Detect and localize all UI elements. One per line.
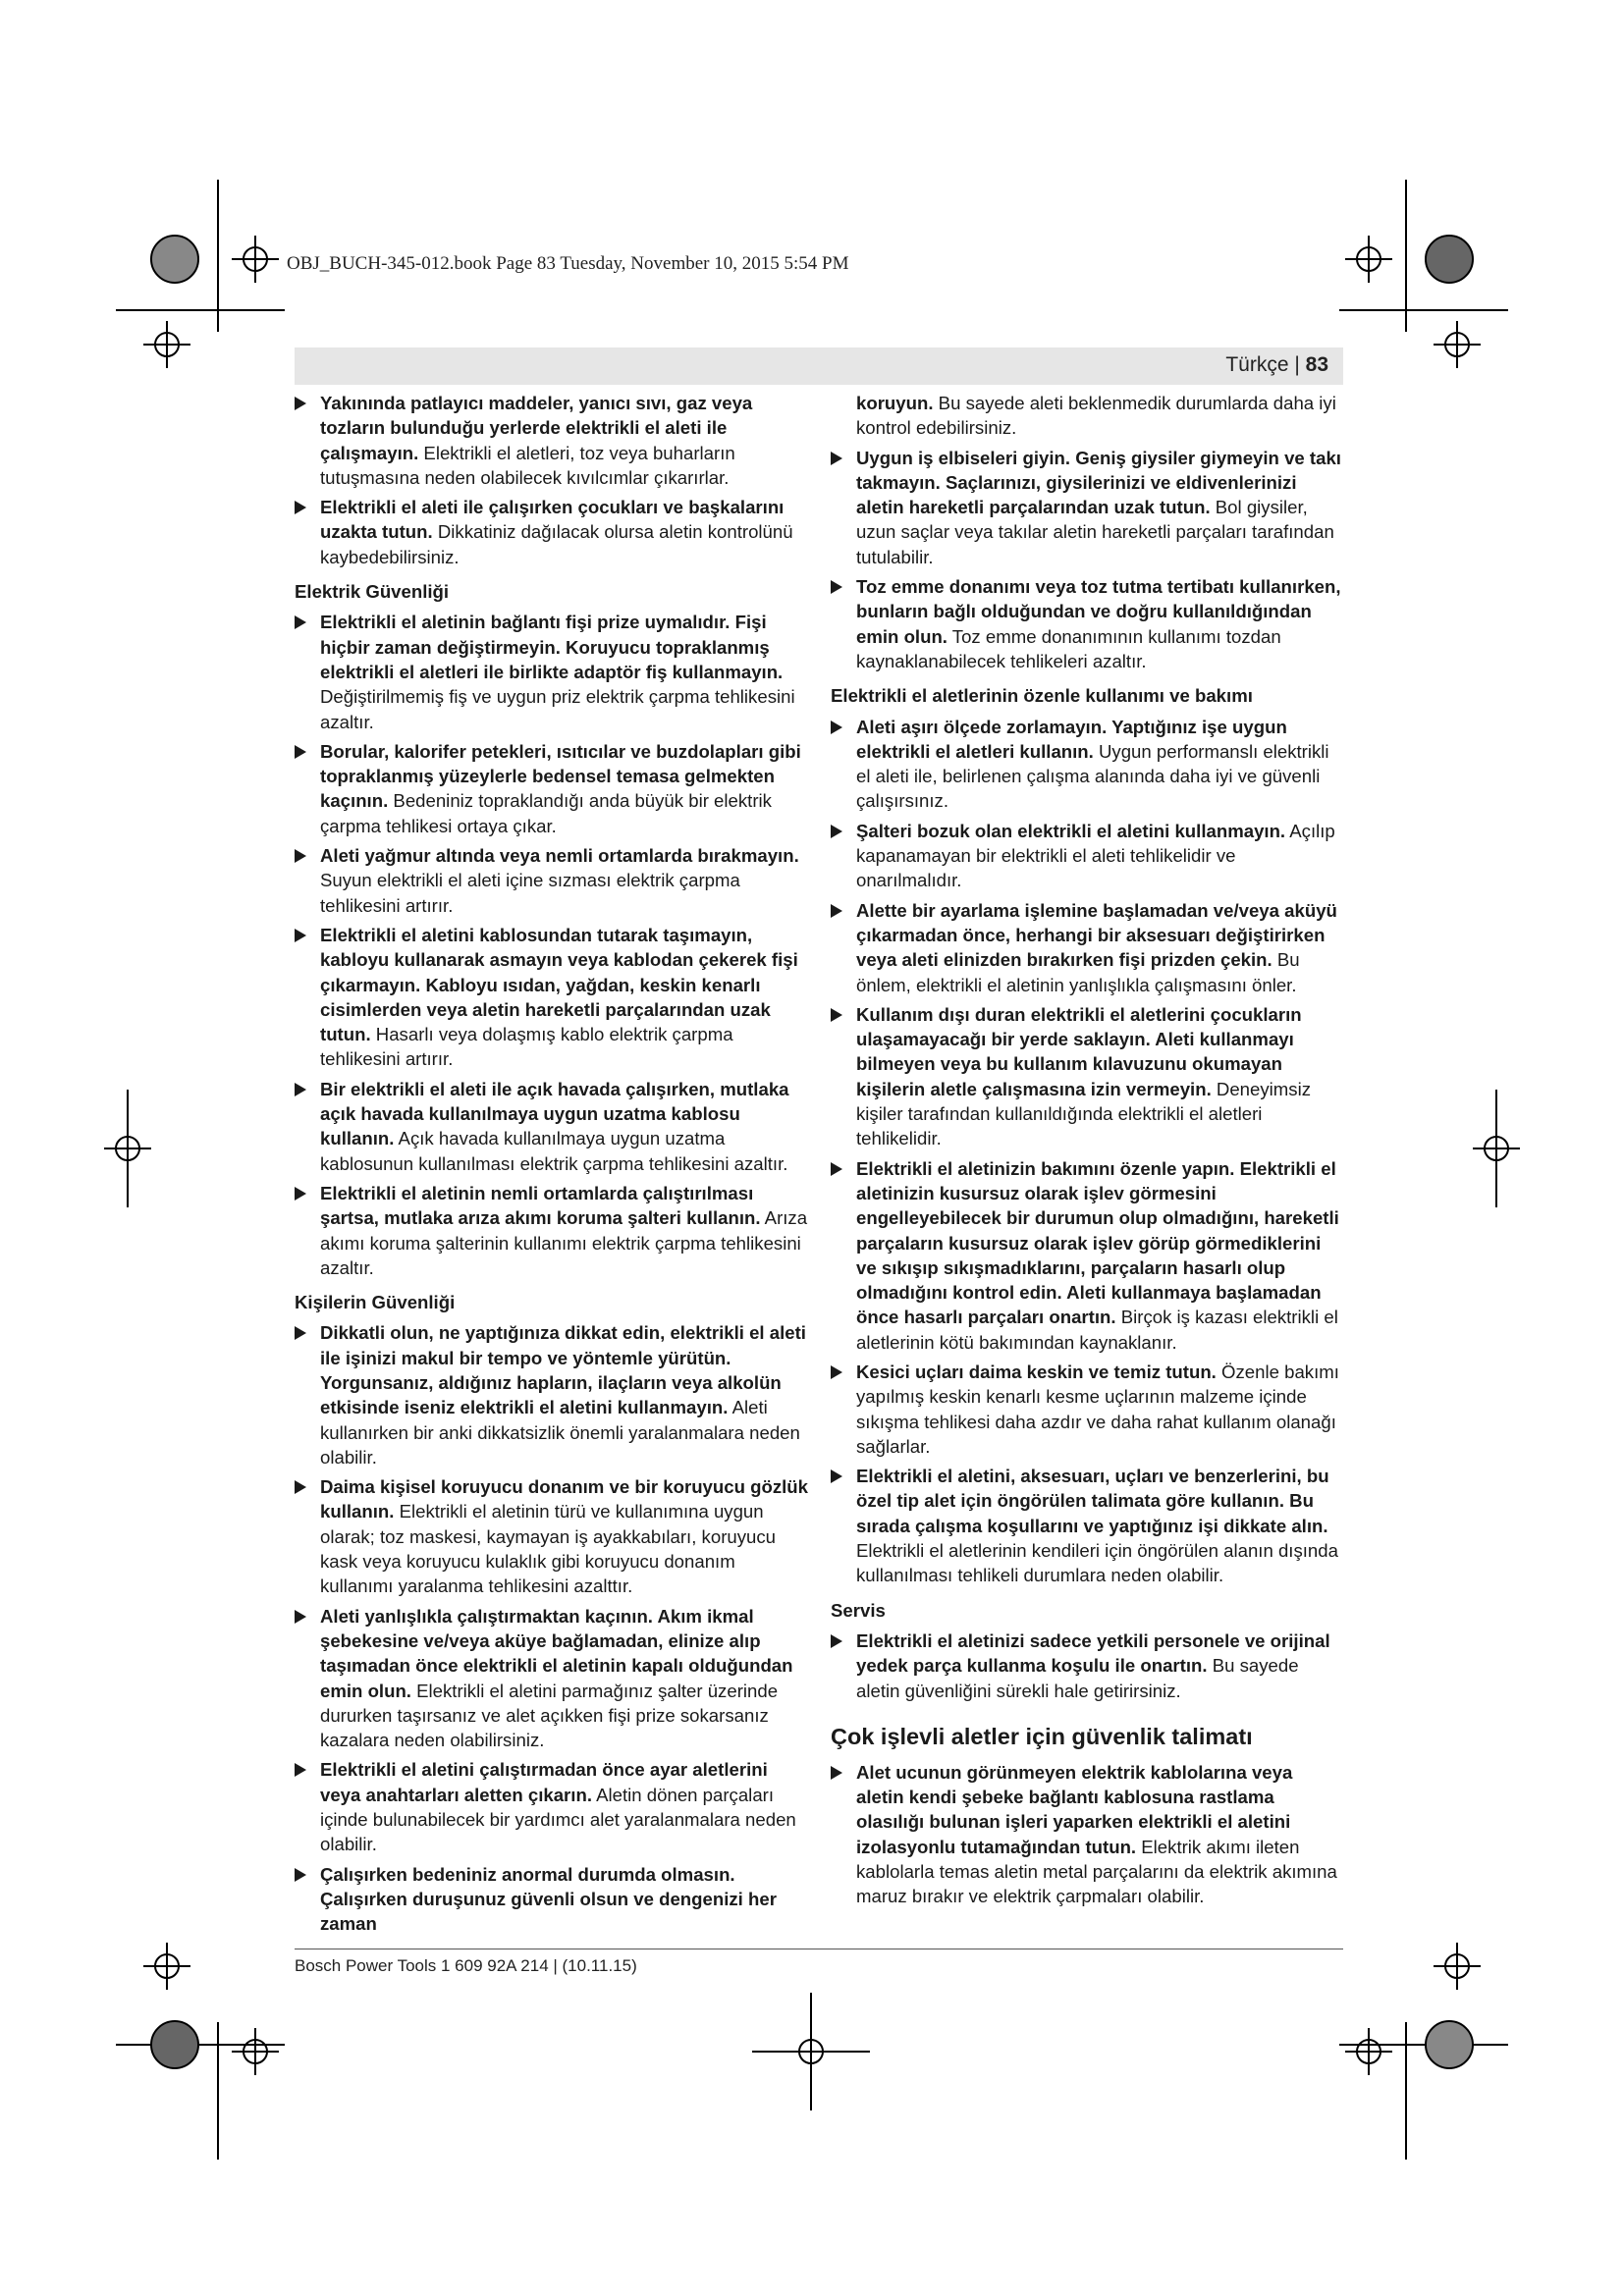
instruction-bold: Elektrikli el aletini kablosundan tutarak taşımayın, kabloyu kullanarak asmayın veya kablodan çekerek fişi çıkarmayın. Kabloyu ısıdan, yağdan, keskin kenarlı cisimlerden veya aletin hareketli parçalarından uzak tutun. (320, 924, 798, 1045)
safety-instruction (295, 739, 809, 838)
instruction-bold: Alette bir ayarlama işlemine başlamadan ve/veya aküyü çıkarmadan önce, herhangi bir aksesuarı değiştirirken veya aleti elinizden bırakırken fişi prizden çekin. (856, 899, 1337, 971)
safety-instruction (295, 843, 809, 918)
instruction-bold: Aleti yanlışlıkla çalıştırmaktan kaçının. Akım ikmal şebekesine ve/veya aküye bağlamadan, elinize alıp taşımadan önce elektrikli el aletinin kapalı olduğundan emin olun. (320, 1605, 793, 1701)
bullet-triangle-icon (295, 397, 306, 410)
page-header (295, 347, 1343, 385)
instruction-bold: Çalışırken bedeniniz anormal durumda olmasın. Çalışırken duruşunuz güvenli olsun ve dengenizi her zaman (320, 1863, 777, 1935)
bullet-triangle-icon (295, 929, 306, 942)
bullet-triangle-icon (295, 1610, 306, 1624)
instruction-bold: Aleti aşırı ölçede zorlamayın. Yaptığınız işe uygun elektrikli el aletleri kullanın. (856, 716, 1287, 762)
instruction-detail: Elektrik akımı ileten kablolarla temas aletin metal parçalarını da elektrik akımına maruz bırakır ve elektrik çarpmaları olabilir. (856, 1836, 1337, 1907)
safety-instruction (831, 1464, 1345, 1587)
header-separator: | (1288, 353, 1306, 376)
instruction-bold: Borular, kalorifer petekleri, ısıtıcılar ve buzdolapları gibi topraklanmış yüzeylerle bedensel temasa gelmekten kaçının. (320, 740, 801, 812)
instruction-bold: Kesici uçları daima keskin ve temiz tutun. (856, 1361, 1217, 1382)
instruction-detail: Bol giysiler, uzun saçlar veya takılar aletin hareketli parçaları tarafından tutulabilir. (856, 497, 1334, 567)
instruction-bold: Elektrikli el aletinin nemli ortamlarda çalıştırılması şartsa, mutlaka arıza akımı koruma şalteri kullanın. (320, 1182, 761, 1229)
section-heading: Elektrikli el aletlerinin özenle kullanımı ve bakımı (831, 685, 1253, 707)
bullet-triangle-icon (295, 501, 306, 514)
instruction-bold: koruyun. (856, 393, 934, 413)
safety-instruction (831, 1629, 1345, 1703)
bullet-triangle-icon (831, 580, 842, 594)
bullet-triangle-icon (295, 745, 306, 759)
continued-text (831, 391, 1345, 441)
bullet-triangle-icon (831, 1008, 842, 1022)
instruction-detail: Açılıp kapanamayan bir elektrikli el aleti tehlikelidir ve onarılmalıdır. (856, 820, 1335, 891)
instruction-bold: Elektrikli el aletinizin bakımını özenle yapın. Elektrikli el aletinizin kusursuz olarak işlev görmesini engelleyebilecek bir durumun olup olmadığını, hareketli parçaların kusursuz olarak işlev görüp görmediklerini ve sıkışıp sıkışmadıklarını, parçaların hasarlı olup olmadığını kontrol edin. Aleti kullanmaya başlamadan önce hasarlı parçaları onartın. (856, 1157, 1339, 1328)
instruction-detail: Aleti kullanırken bir anki dikkatsizlik önemli yaralanmalara neden olabilir. (320, 1397, 800, 1468)
instruction-detail: Bu önlem, elektrikli el aletinin yanlışlıkla çalışmasını önler. (856, 949, 1300, 995)
instruction-detail: Bedeniniz topraklandığı anda büyük bir elektrik çarpma tehlikesi ortaya çıkar. (320, 790, 772, 836)
instruction-bold: Toz emme donanımı veya toz tutma tertibatı kullanırken, bunların bağlı olduğundan ve doğru kullanıldığından emin olun. (856, 576, 1341, 647)
bullet-triangle-icon (831, 1634, 842, 1648)
print-slug: OBJ_BUCH-345-012.book Page 83 Tuesday, November 10, 2015 5:54 PM (287, 253, 849, 274)
safety-instruction (295, 1181, 809, 1280)
instruction-detail: Özenle bakımı yapılmış keskin kenarlı kesme uçlarının malzeme içinde sıkışma tehlikesi daha azdır ve daha rahat kullanım olanağı sağlarlar. (856, 1361, 1339, 1457)
safety-instruction (831, 1760, 1345, 1909)
bullet-triangle-icon (831, 1162, 842, 1176)
instruction-detail: Bu sayede aleti beklenmedik durumlarda daha iyi kontrol edebilirsiniz. (856, 393, 1336, 439)
section-heading: Elektrik Güvenliği (295, 581, 450, 603)
bullet-triangle-icon (295, 1763, 306, 1777)
safety-instruction (295, 1320, 809, 1469)
instruction-detail: Birçok iş kazası elektrikli el aletlerinin kötü bakımından kaynaklanır. (856, 1307, 1338, 1353)
bullet-triangle-icon (295, 1480, 306, 1494)
safety-instruction (831, 574, 1345, 673)
instruction-bold: Elektrikli el aletinin bağlantı fişi prize uymalıdır. Fişi hiçbir zaman değiştirmeyin. Koruyucu topraklanmış elektrikli el aletleri ile birlikte adaptör fiş kullanmayın. (320, 612, 784, 682)
left-text-column (295, 391, 809, 1942)
safety-instruction (831, 898, 1345, 997)
bullet-triangle-icon (295, 1868, 306, 1882)
instruction-detail: Elektrikli el aletlerinin kendileri için öngörülen alanın dışında kullanılması tehlikeli durumlara neden olabilir. (856, 1540, 1338, 1586)
safety-instruction (295, 1604, 809, 1753)
instruction-bold: Uygun iş elbiseleri giyin. Geniş giysiler giymeyin ve takı takmayın. Saçlarınızı, giysilerinizi ve eldivenlerinizi aletin hareketli parçalarından uzak tutun. (856, 447, 1341, 518)
instruction-detail: Hasarlı veya dolaşmış kablo elektrik çarpma tehlikesini artırır. (320, 1024, 733, 1070)
safety-instruction (295, 610, 809, 733)
safety-instruction (295, 923, 809, 1072)
instruction-detail: Dikkatiniz dağılacak olursa aletin kontrolünü kaybedebilirsiniz. (320, 521, 793, 567)
instruction-bold: Elektrikli el aletini, aksesuarı, uçları ve benzerlerini, bu özel tip alet için öngörülen talimata göre kullanın. Bu sırada çalışma koşullarını ve yaptığınız işi dikkate alın. (856, 1466, 1329, 1536)
safety-instruction (831, 1002, 1345, 1151)
instruction-bold: Dikkatli olun, ne yaptığınıza dikkat edin, elektrikli el aleti ile işinizi makul bir tempo ve yöntemle yürütün. Yorgunsanız, aldığınız hapların, ilaçların veya alkolün etkisinde iseniz elektrikli el aletini kullanmayın. (320, 1322, 806, 1418)
bullet-triangle-icon (831, 904, 842, 918)
page-number: 83 (1305, 353, 1328, 376)
instruction-detail: Deneyimsiz kişiler tarafından kullanıldığında elektrikli el aletleri tehlikelidir. (856, 1078, 1311, 1149)
header-language: Türkçe (1225, 353, 1289, 376)
section-heading: Servis (831, 1599, 886, 1621)
bullet-triangle-icon (295, 1326, 306, 1340)
instruction-detail: Elektrikli el aletini parmağınız şalter üzerinde dururken taşırsanız ve alet açıkken fişi prize sokarsanız kazalara neden olabilirsiniz. (320, 1680, 779, 1751)
instruction-bold: Şalteri bozuk olan elektrikli el aletini kullanmayın. (856, 820, 1286, 841)
instruction-detail: Aletin dönen parçaları içinde bulunabilecek bir yardımcı alet yaralanmalara neden olabilir. (320, 1784, 796, 1855)
bullet-triangle-icon (831, 825, 842, 838)
bullet-triangle-icon (831, 452, 842, 465)
instruction-bold: Yakınında patlayıcı maddeler, yanıcı sıvı, gaz veya tozların bulunduğu yerlerde elektrikli el aleti ile çalışmayın. (320, 393, 753, 463)
bullet-triangle-icon (831, 1469, 842, 1483)
instruction-detail: Arıza akımı koruma şalterinin kullanımı elektrik çarpma tehlikesini azaltır. (320, 1207, 808, 1278)
instruction-detail: Toz emme donanımının kullanımı tozdan kaynaklanabilecek tehlikeleri azaltır. (856, 625, 1281, 671)
instruction-detail: Elektrikli el aletinin türü ve kullanımına uygun olarak; toz maskesi, kaymayan iş ayakkabıları, koruyucu kask veya koruyucu kulaklık gibi koruyucu donanım kullanımı yaralanma tehlikesini azalttır. (320, 1501, 776, 1597)
right-text-column (831, 391, 1345, 1914)
instruction-bold: Alet ucunun görünmeyen elektrik kablolarına veya aletin kendi şebeke bağlantı kablosuna rastlama olasılığı bulunan işleri yaparken elektrikli el aletini izolasyonlu tutamağından tutun. (856, 1761, 1293, 1857)
safety-instruction (831, 819, 1345, 893)
safety-instruction (831, 715, 1345, 814)
instruction-detail: Açık havada kullanılmaya uygun uzatma kablosunun kullanılması elektrik çarpma tehlikesini azaltır. (320, 1128, 788, 1174)
safety-instruction (831, 1156, 1345, 1355)
header-language-page (1225, 353, 1328, 377)
instruction-detail: Bu sayede aletin güvenliğini sürekli hale getirirsiniz. (856, 1655, 1299, 1701)
bullet-triangle-icon (295, 849, 306, 863)
instruction-bold: Elektrikli el aletinizi sadece yetkili personele ve orijinal yedek parça kullanma koşulu ile onartın. (856, 1629, 1330, 1677)
bullet-triangle-icon (831, 721, 842, 734)
safety-instruction (831, 446, 1345, 569)
instruction-bold: Aleti yağmur altında veya nemli ortamlarda bırakmayın. (320, 845, 799, 867)
bullet-triangle-icon (295, 615, 306, 629)
instruction-detail: Elektrikli el aletleri, toz veya buharların tutuşmasına neden olabilecek kıvılcımlar çıkarırlar. (320, 442, 735, 488)
instruction-detail: Değiştirilmemiş fiş ve uygun priz elektrik çarpma tehlikesini azaltır. (320, 686, 795, 732)
bullet-triangle-icon (295, 1083, 306, 1096)
instruction-bold: Bir elektrikli el aleti ile açık havada çalışırken, mutlaka açık havada kullanılmaya uygun uzatma kablosu kullanın. (320, 1078, 789, 1149)
bullet-triangle-icon (831, 1766, 842, 1780)
safety-instruction (295, 1757, 809, 1856)
instruction-detail: Suyun elektrikli el aleti içine sızması elektrik çarpma tehlikesini artırır. (320, 870, 740, 916)
instruction-bold: Elektrikli el aletini çalıştırmadan önce ayar aletlerini veya anahtarları aletten çıkarın. (320, 1759, 768, 1805)
instruction-detail: Uygun performanslı elektrikli el aleti ile, belirlenen çalışma alanında daha iyi ve güvenli çalışırsınız. (856, 740, 1329, 812)
bullet-triangle-icon (295, 1187, 306, 1201)
safety-instruction (295, 495, 809, 569)
safety-instruction (295, 1474, 809, 1598)
instruction-bold: Elektrikli el aleti ile çalışırken çocukları ve başkalarını uzakta tutun. (320, 497, 785, 543)
safety-instruction (295, 1862, 809, 1937)
bullet-triangle-icon (831, 1365, 842, 1379)
safety-instruction (831, 1360, 1345, 1459)
page-footer: Bosch Power Tools 1 609 92A 214 | (10.11.15) (295, 1956, 637, 1975)
safety-instruction (295, 1077, 809, 1176)
section-heading-large: Çok işlevli aletler için güvenlik talimatı (831, 1723, 1253, 1749)
safety-instruction (295, 391, 809, 490)
instruction-bold: Kullanım dışı duran elektrikli el aletlerini çocukların ulaşamayacağı bir yerde saklayın. Aleti kullanmayı bilmeyen veya bu kullanım kılavuzunu okumayan kişilerin aletle çalışmasına izin vermeyin. (856, 1003, 1302, 1099)
instruction-bold: Daima kişisel koruyucu donanım ve bir koruyucu gözlük kullanın. (320, 1476, 809, 1522)
section-heading: Kişilerin Güvenliği (295, 1292, 456, 1313)
